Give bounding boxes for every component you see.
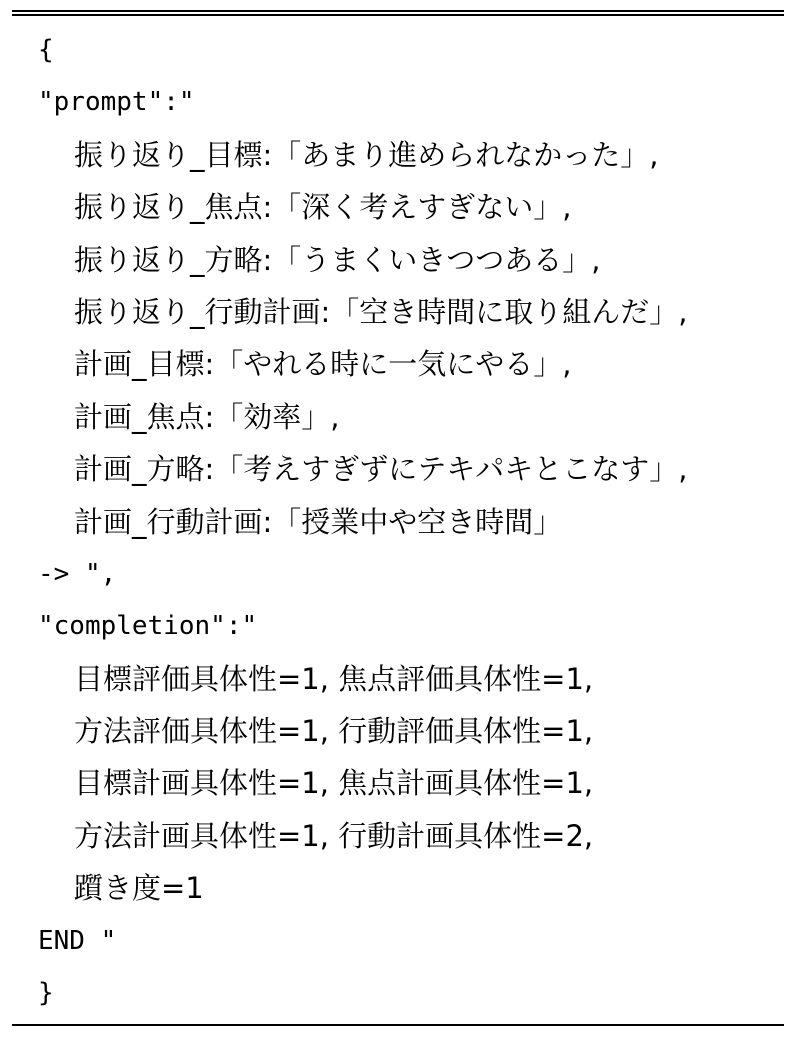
code-line-prompt-key: "prompt":" [38, 87, 195, 118]
code-line-plan-strategy: 計画_方略:「考えすぎずにテキパキとこなす」, [74, 452, 688, 487]
code-line-end: END " [38, 925, 117, 956]
code-line-stumble-degree: 躓き度=1 [74, 871, 204, 906]
code-line-plan-focus: 計画_焦点:「効率」, [74, 399, 340, 434]
code-line-plan-goal: 計画_目標:「やれる時に一気にやる」, [74, 347, 572, 382]
top-double-rule [12, 10, 784, 16]
code-listing-frame [12, 10, 784, 16]
code-line-open-brace: { [38, 35, 54, 65]
code-line-close-brace: } [38, 978, 54, 1009]
bottom-rule [12, 1024, 784, 1026]
code-line-plan-action-plan: 計画_行動計画:「授業中や空き時間」 [74, 504, 563, 539]
code-line-reflection-strategy: 振り返り_方略:「うまくいきつつある」, [74, 242, 601, 277]
code-line-reflection-action-plan: 振り返り_行動計画:「空き時間に取り組んだ」, [74, 294, 688, 329]
code-line-arrow: -> ", [38, 558, 117, 589]
code-line-plan-specificity-2: 方法計画具体性=1, 行動計画具体性=2, [74, 818, 594, 853]
code-line-eval-specificity-2: 方法評価具体性=1, 行動評価具体性=1, [74, 714, 594, 749]
code-line-eval-specificity-1: 目標評価具体性=1, 焦点評価具体性=1, [74, 661, 594, 696]
code-line-reflection-goal: 振り返り_目標:「あまり進められなかった」, [74, 137, 659, 172]
code-line-completion-key: "completion":" [38, 611, 258, 642]
code-line-plan-specificity-1: 目標計画具体性=1, 焦点計画具体性=1, [74, 766, 594, 801]
code-line-reflection-focus: 振り返り_焦点:「深く考えすぎない」, [74, 190, 572, 225]
code-listing [38, 24, 788, 1019]
